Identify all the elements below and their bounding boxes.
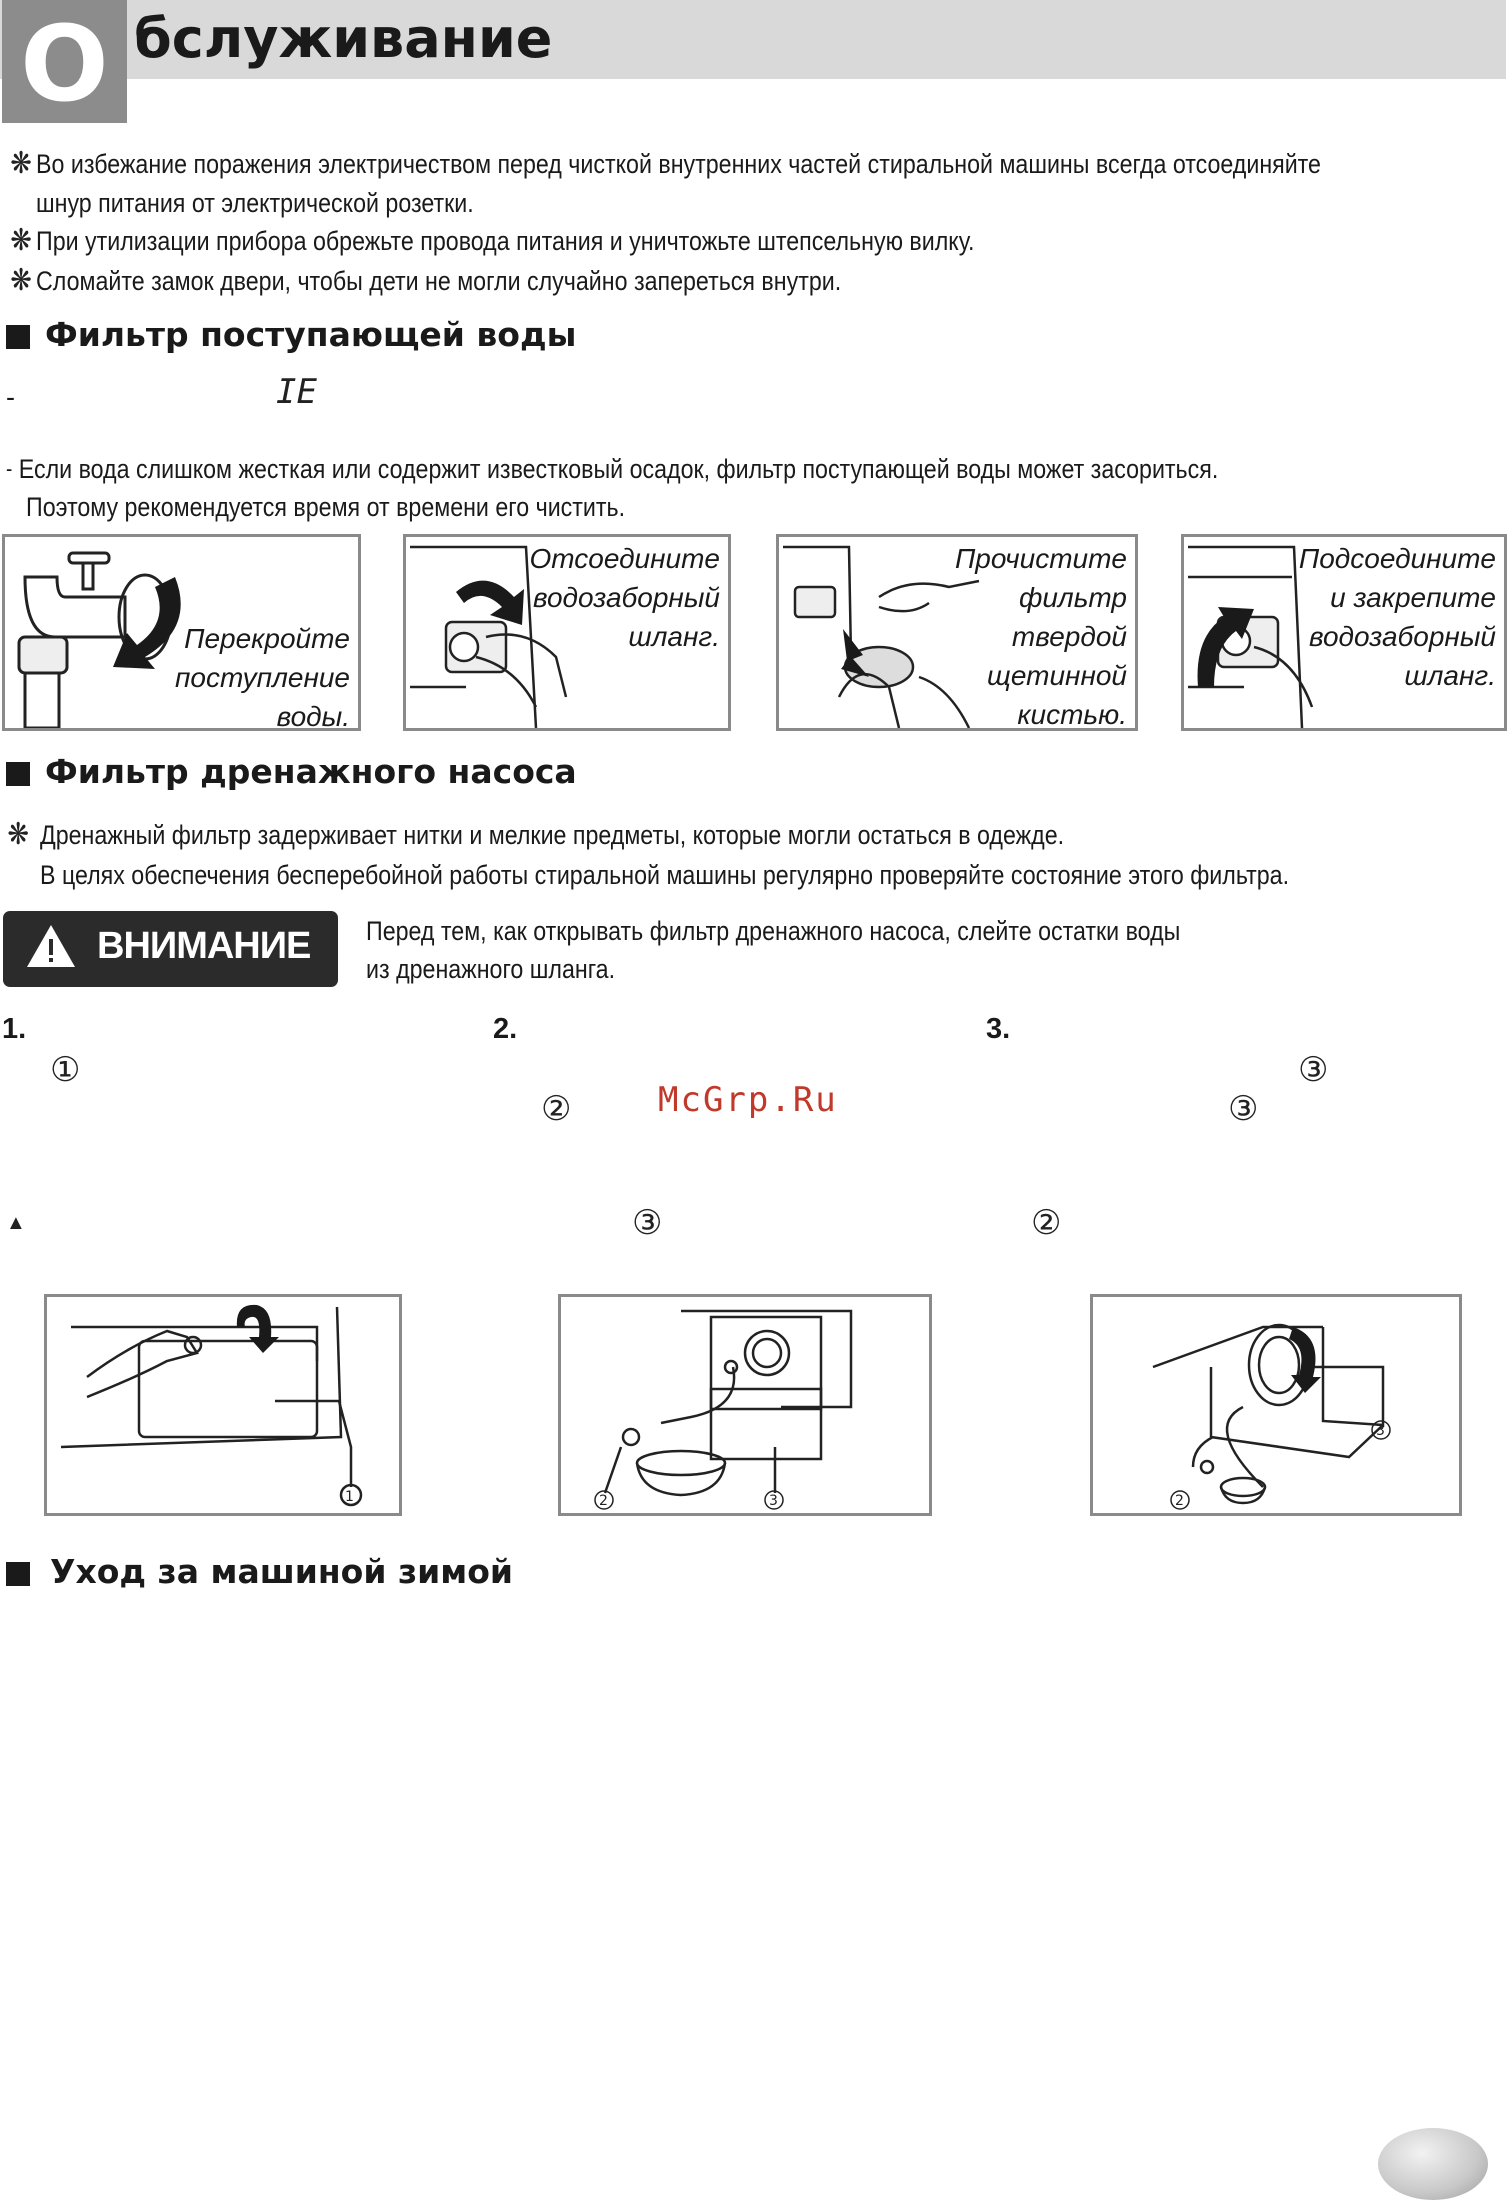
remove-filter-illustration xyxy=(1093,1297,1459,1513)
step-caption: Перекройте поступление воды. xyxy=(174,623,350,731)
note-1: ❋ Во избежание поражения электричеством перед чисткой внутренних частей стиральной машины всегда отсоединяйте xyxy=(36,145,1321,183)
section-title-drain-filter: Фильтр дренажного насоса xyxy=(45,752,577,791)
page-title: бслуживание xyxy=(134,7,553,70)
figure-open-service-cover xyxy=(44,1294,402,1516)
section-square-icon xyxy=(6,1562,30,1586)
note-1-cont: шнур питания от электрической розетки. xyxy=(36,188,474,218)
note-3: ❋ Сломайте замок двери, чтобы дети не могли случайно запереться внутри. xyxy=(36,262,841,300)
drain-note-cont: В целях обеспечения бесперебойной работы стиральной машины регулярно проверяйте состояние этого фильтра. xyxy=(40,860,1290,890)
dash-line: - xyxy=(6,382,15,412)
rotate-arrow-icon xyxy=(456,581,524,625)
asterisk-icon: ❋ xyxy=(10,264,32,297)
svg-text:3: 3 xyxy=(769,1493,778,1509)
step-box-disconnect-hose xyxy=(403,534,731,731)
warning-small-triangle-icon: ▲ xyxy=(6,1212,26,1234)
step-box-clean-filter xyxy=(776,534,1138,731)
page-number-tab xyxy=(1378,2128,1488,2200)
section-title-inlet-filter: Фильтр поступающей воды xyxy=(45,315,577,354)
marker-three: ③ xyxy=(1298,1051,1329,1089)
figure-drain-hose xyxy=(558,1294,932,1516)
warning-label: ВНИМАНИЕ xyxy=(97,925,311,967)
rotate-arrow-icon xyxy=(237,1305,279,1353)
drain-note: ❋ Дренажный фильтр задерживает нитки и мелкие предметы, которые могли остаться в одежде. xyxy=(40,816,1064,854)
header-initial-letter: О xyxy=(2,0,127,123)
section-square-icon xyxy=(6,325,30,349)
step-caption: Подсоедините и закрепите водозаборный шланг. xyxy=(1298,543,1496,691)
step-number-1: 1. xyxy=(2,1013,27,1045)
warning-triangle-icon xyxy=(25,923,77,969)
svg-text:1: 1 xyxy=(345,1489,354,1505)
warning-text-line1: Перед тем, как открывать фильтр дренажного насоса, слейте остатки воды xyxy=(366,916,1181,946)
svg-text:2: 2 xyxy=(1175,1493,1184,1509)
warning-badge xyxy=(3,911,338,987)
figure-remove-filter xyxy=(1090,1294,1462,1516)
service-cover-illustration xyxy=(47,1297,399,1513)
svg-text:3: 3 xyxy=(1376,1423,1385,1439)
asterisk-icon: ❋ xyxy=(7,818,29,851)
inlet-para-line2: Поэтому рекомендуется время от времени его чистить. xyxy=(26,492,626,522)
marker-two: ② xyxy=(541,1090,572,1128)
marker-three: ③ xyxy=(1228,1090,1259,1128)
step-number-2: 2. xyxy=(493,1013,518,1045)
error-code-ie: IE xyxy=(276,372,317,412)
marker-one: ① xyxy=(50,1051,81,1089)
step-number-3: 3. xyxy=(986,1013,1011,1045)
step-caption: Отсоедините водозаборный шланг. xyxy=(529,543,720,652)
step-box-close-water xyxy=(2,534,361,731)
asterisk-icon: ❋ xyxy=(10,147,32,180)
step-caption: Прочистите фильтр твердой щетинной кистью. xyxy=(954,543,1127,730)
inlet-para-line1: - Если вода слишком жесткая или содержит известковый осадок, фильтр поступающей воды может засориться. xyxy=(6,454,1219,484)
watermark: McGrp.Ru xyxy=(658,1080,838,1120)
step-box-reconnect-hose xyxy=(1181,534,1507,731)
section-square-icon xyxy=(6,762,30,786)
warning-text-line2: из дренажного шланга. xyxy=(366,954,616,984)
marker-three: ③ xyxy=(632,1204,663,1242)
marker-two: ② xyxy=(1031,1204,1062,1242)
section-title-winter-care: Уход за машиной зимой xyxy=(50,1552,514,1591)
drain-hose-illustration xyxy=(561,1297,929,1513)
asterisk-icon: ❋ xyxy=(10,224,32,257)
svg-text:2: 2 xyxy=(599,1493,608,1509)
note-2: ❋ При утилизации прибора обрежьте провода питания и уничтожьте штепсельную вилку. xyxy=(36,222,974,260)
